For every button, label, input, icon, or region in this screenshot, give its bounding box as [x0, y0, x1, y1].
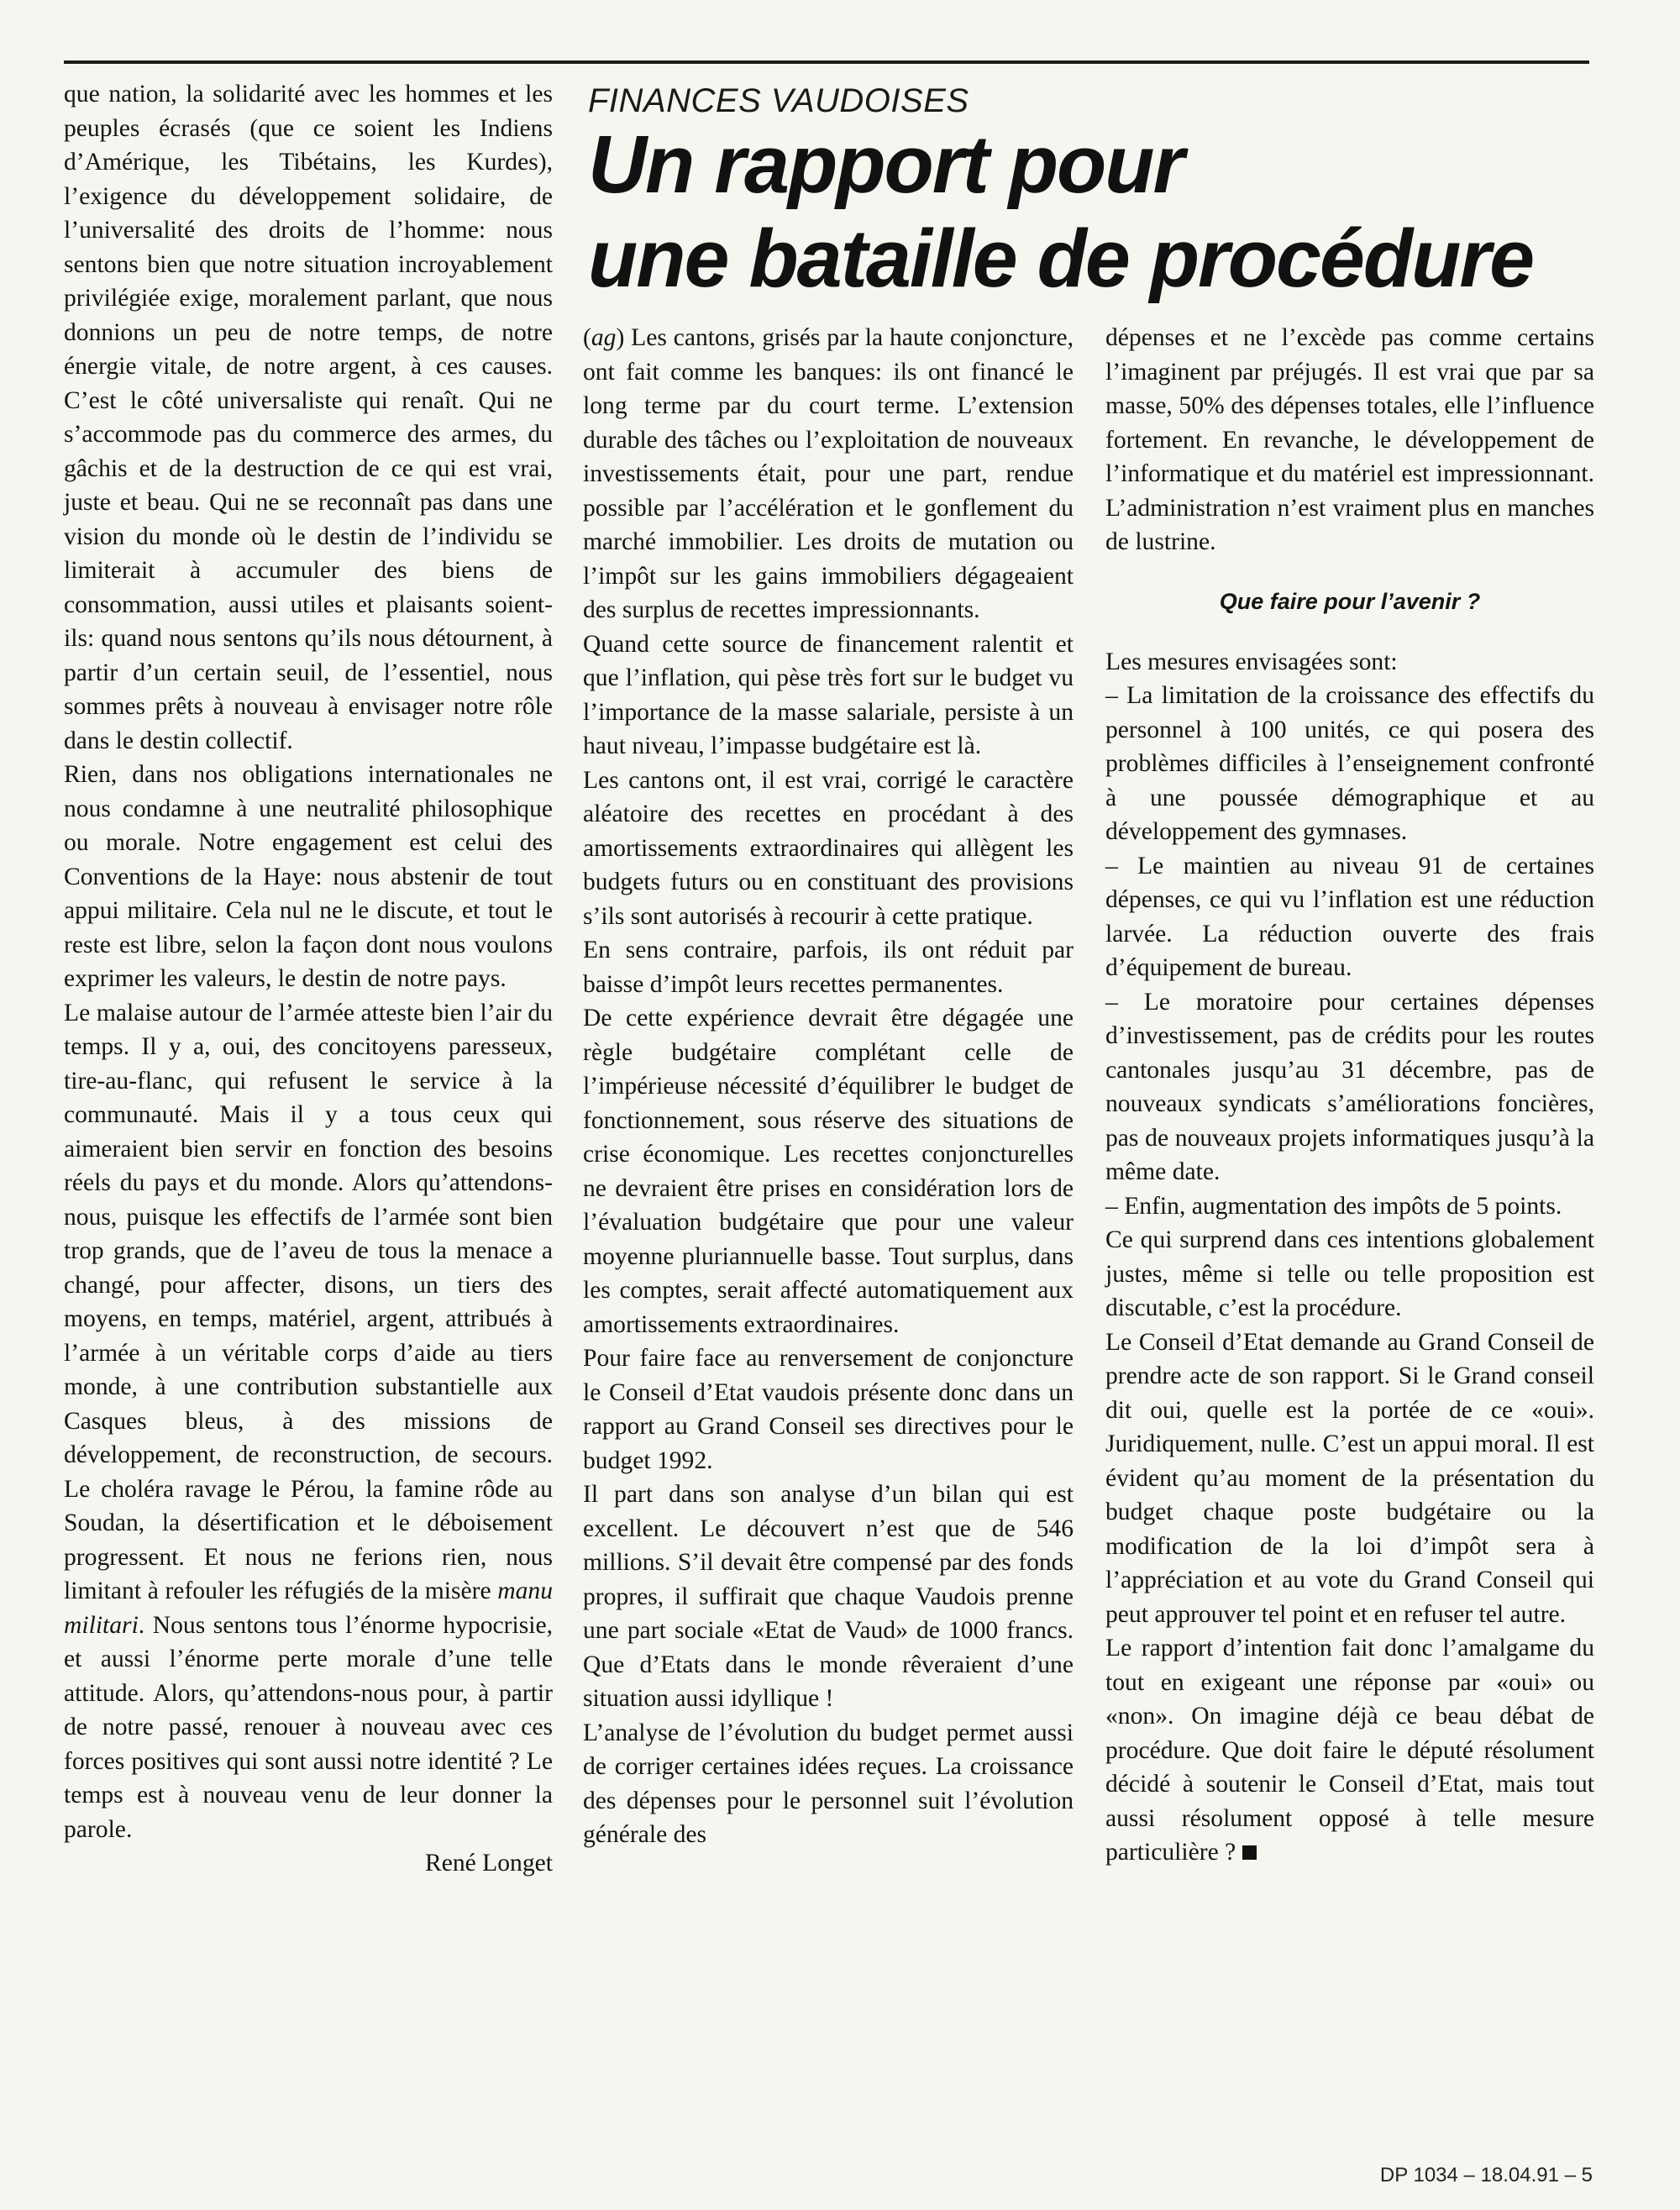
- article-header: [588, 81, 1596, 306]
- section-subheading: Que faire pour l’avenir ?: [1219, 588, 1481, 614]
- paragraph-text: Le malaise autour de l’armée atteste bien l’air du temps. Il y a, oui, des concitoyens paresseux, tire-au-flanc, qui refusent le service à la communauté. Mais il y a tous ceux qui aimeraient bien servir en fonction des besoins réels du pays et du monde. Alors qu’attendons-nous, puisque les effectifs de l’armée sont bien trop grands, que de l’aveu de tous la menace a changé, pour affecter, disons, un tiers des moyens, en temps, matériel, argent, attribués à l’armée à un véritable corps d’aide au tiers monde, à une contribution substantielle aux Casques bleus, à des missions de développement, de reconstruction, de secours. Le choléra ravage le Pérou, la famine rôde au Soudan, la désertification et le déboisement progressent. Et nous ne ferions rien, nous limitant à refouler les réfugiés de la misère: [64, 999, 553, 1604]
- byline: ag: [591, 324, 617, 351]
- paragraph: De cette expérience devrait être dégagée une règle budgétaire complétant celle de l’impérieuse nécessité d’équilibrer le budget de fonctionnement, sous réserve des situations de crise économique. Les recettes conjoncturelles ne devraient être prises en considération lors de l’évaluation budgétaire que pour une valeur moyenne pluriannuelle basse. Tout surplus, dans les comptes, serait affecté automatiquement aux amortissements extraordinaires.: [583, 1005, 1074, 1338]
- paragraph: Le Conseil d’Etat demande au Grand Conseil de prendre acte de son rapport. Si le Grand conseil dit oui, quelle est la portée de ce «oui». Juridiquement, nulle. C’est un appui moral. Il est évident qu’au moment de la présentation du budget chaque poste budgétaire ou la modification de la loi d’impôt sera à l’appréciation et au vote du Grand Conseil qui peut approuver tel point et en refuser tel autre.: [1105, 1328, 1594, 1628]
- paragraph: [64, 996, 553, 1847]
- article-column-right: [1105, 321, 1594, 1870]
- paragraph: (ag) Les cantons, grisés par la haute conjoncture, ont fait comme les banques: ils ont financé le long terme par du court terme. L’extension durable des tâches ou l’exploitation de nouveaux investissements était, pour une part, rendue possible par l’accélération et le gonflement du marché immobilier. Les droits de mutation ou l’impôt sur les gains immobiliers dégageaient des surplus de recettes impressionnants.: [583, 324, 1074, 623]
- paragraph: En sens contraire, parfois, ils ont réduit par baisse d’impôt leurs recettes permanentes.: [583, 937, 1074, 998]
- paragraph: Ce qui surprend dans ces intentions globalement justes, même si telle ou telle proposition est discutable, c’est la procédure.: [1105, 1226, 1594, 1321]
- article-column-left: [64, 77, 553, 1881]
- paragraph: Pour faire face au renversement de conjoncture le Conseil d’Etat vaudois présente donc dans un rapport au Grand Conseil ses directives pour le budget 1992.: [583, 1345, 1074, 1474]
- paragraph: – Le moratoire pour certaines dépenses d’investissement, pas de crédits pour les routes cantonales jusqu’au 31 décembre, pas de nouveaux syndicats s’améliorations foncières, pas de nouveaux projets informatiques jusqu’à la même date.: [1105, 988, 1594, 1185]
- paragraph: – La limitation de la croissance des effectifs du personnel à 100 unités, ce qui posera des problèmes difficiles à l’enseignement confronté à une poussée démographique et au développement des gymnases.: [1105, 682, 1594, 845]
- author-signature: René Longet: [424, 1850, 553, 1877]
- paragraph-text: . Nous sentons tous l’énorme hypocrisie, et aussi l’énorme perte morale d’une telle attitude. Alors, qu’attendons-nous pour, à partir de notre passé, renouer à nouveau avec ces forces positives qui sont aussi notre identité ? Le temps est à nouveau venu de leur donner la parole.: [64, 1611, 553, 1843]
- paragraph: Il part dans son analyse d’un bilan qui est excellent. Le découvert n’est que de 546 millions. S’il devait être compensé par des fonds propres, il suffirait que chaque Vaudois prenne une part sociale «Etat de Vaud» de 1000 francs. Que d’Etats dans le monde rêveraient d’une situation aussi idyllique !: [583, 1481, 1074, 1712]
- title-line: Un rapport pour: [588, 118, 1184, 210]
- page-footer: DP 1034 – 18.04.91 – 5: [1379, 2164, 1593, 2186]
- section-kicker: FINANCES VAUDOISES: [588, 82, 969, 119]
- article-column-middle: [583, 321, 1074, 1852]
- paragraph-text: Le rapport d’intention fait donc l’amalgame du tout en exigeant une réponse par «oui» ou «non». On imagine déjà ce beau débat de procédure. Que doit faire le député résolument décidé à soutenir le Conseil d’Etat, mais tout aussi résolument opposé à telle mesure particulière ?: [1105, 1635, 1594, 1866]
- paragraph: [1105, 1631, 1594, 1870]
- paragraph: Les cantons ont, il est vrai, corrigé le caractère aléatoire des recettes en procédant à des amortissements extraordinaires qui allègent les budgets futurs ou en constituant des provisions s’ils sont autorisés à recourir à cette pratique.: [583, 766, 1074, 930]
- paragraph: L’analyse de l’évolution du budget permet aussi de corriger certaines idées reçues. La croissance des dépenses pour le personnel suit l’évolution générale des: [583, 1719, 1074, 1848]
- paragraph: – Le maintien au niveau 91 de certaines dépenses, ce qui vu l’inflation est une réduction larvée. La réduction ouverte des frais d’équipement de bureau.: [1105, 852, 1594, 981]
- top-rule: [64, 60, 1589, 64]
- paragraph: – Enfin, augmentation des impôts de 5 points.: [1105, 1192, 1562, 1220]
- italic-term: manu militari: [64, 1577, 554, 1639]
- paragraph: Quand cette source de financement ralentit et que l’inflation, qui pèse très fort sur le budget vu l’importance de la masse salariale, persiste à un haut niveau, l’impasse budgétaire est là.: [583, 630, 1074, 759]
- article-title: [588, 118, 1596, 306]
- paragraph: que nation, la solidarité avec les hommes et les peuples écrasés (que ce soient les Indiens d’Amérique, les Tibétains, les Kurdes), l’exigence du développement solidaire, de l’universalité des droits de l’homme: nous sentons bien que notre situation incroyablement privilégiée exige, moralement parlant, que nous donnions un peu de notre temps, de notre énergie vitale, de notre argent, à ces causes. C’est le côté universaliste qui renaît. Qui ne s’accommode pas du commerce des armes, du gâchis et de la destruction de ce qui est vrai, juste et beau. Qui ne se reconnaît pas dans une vision du monde où le destin de l’individu se limiterait à accumuler des biens de consommation, aussi utiles et plaisants soient-ils: quand nous sentons qu’ils nous détournent, à partir d’un certain seuil, de l’essentiel, nous sommes prêts à nouveau à envisager notre rôle dans le destin collectif.: [64, 81, 553, 754]
- title-line: une bataille de procédure: [588, 213, 1534, 304]
- end-of-article-square-icon: [1242, 1845, 1257, 1860]
- paragraph-text: Les cantons, grisés par la haute conjoncture, ont fait comme les banques: ils ont financé le long terme par du court terme. L’extension durable des tâches ou l’exploitation de nouveaux investissements était, pour une part, rendue possible par l’accélération et le gonflement du marché immobilier. Les droits de mutation ou l’impôt sur les gains immobiliers dégageaient des surplus de recettes impressionnants.: [583, 324, 1074, 623]
- paragraph: Rien, dans nos obligations internationales ne nous condamne à une neutralité philosophique ou morale. Notre engagement est celui des Conventions de la Haye: nous abstenir de tout appui militaire. Cela nul ne le discute, et tout le reste est libre, selon la façon dont nous voulons exprimer les valeurs, le destin de notre pays.: [64, 761, 553, 992]
- paragraph: dépenses et ne l’excède pas comme certains l’imaginent par préjugés. Il est vrai que par sa masse, 50% des dépenses totales, elle l’influence fortement. En revanche, le développement de l’informatique et du matériel est impressionnant. L’administration n’est vraiment plus en manches de lustrine.: [1105, 324, 1594, 555]
- paragraph: Les mesures envisagées sont:: [1105, 648, 1398, 675]
